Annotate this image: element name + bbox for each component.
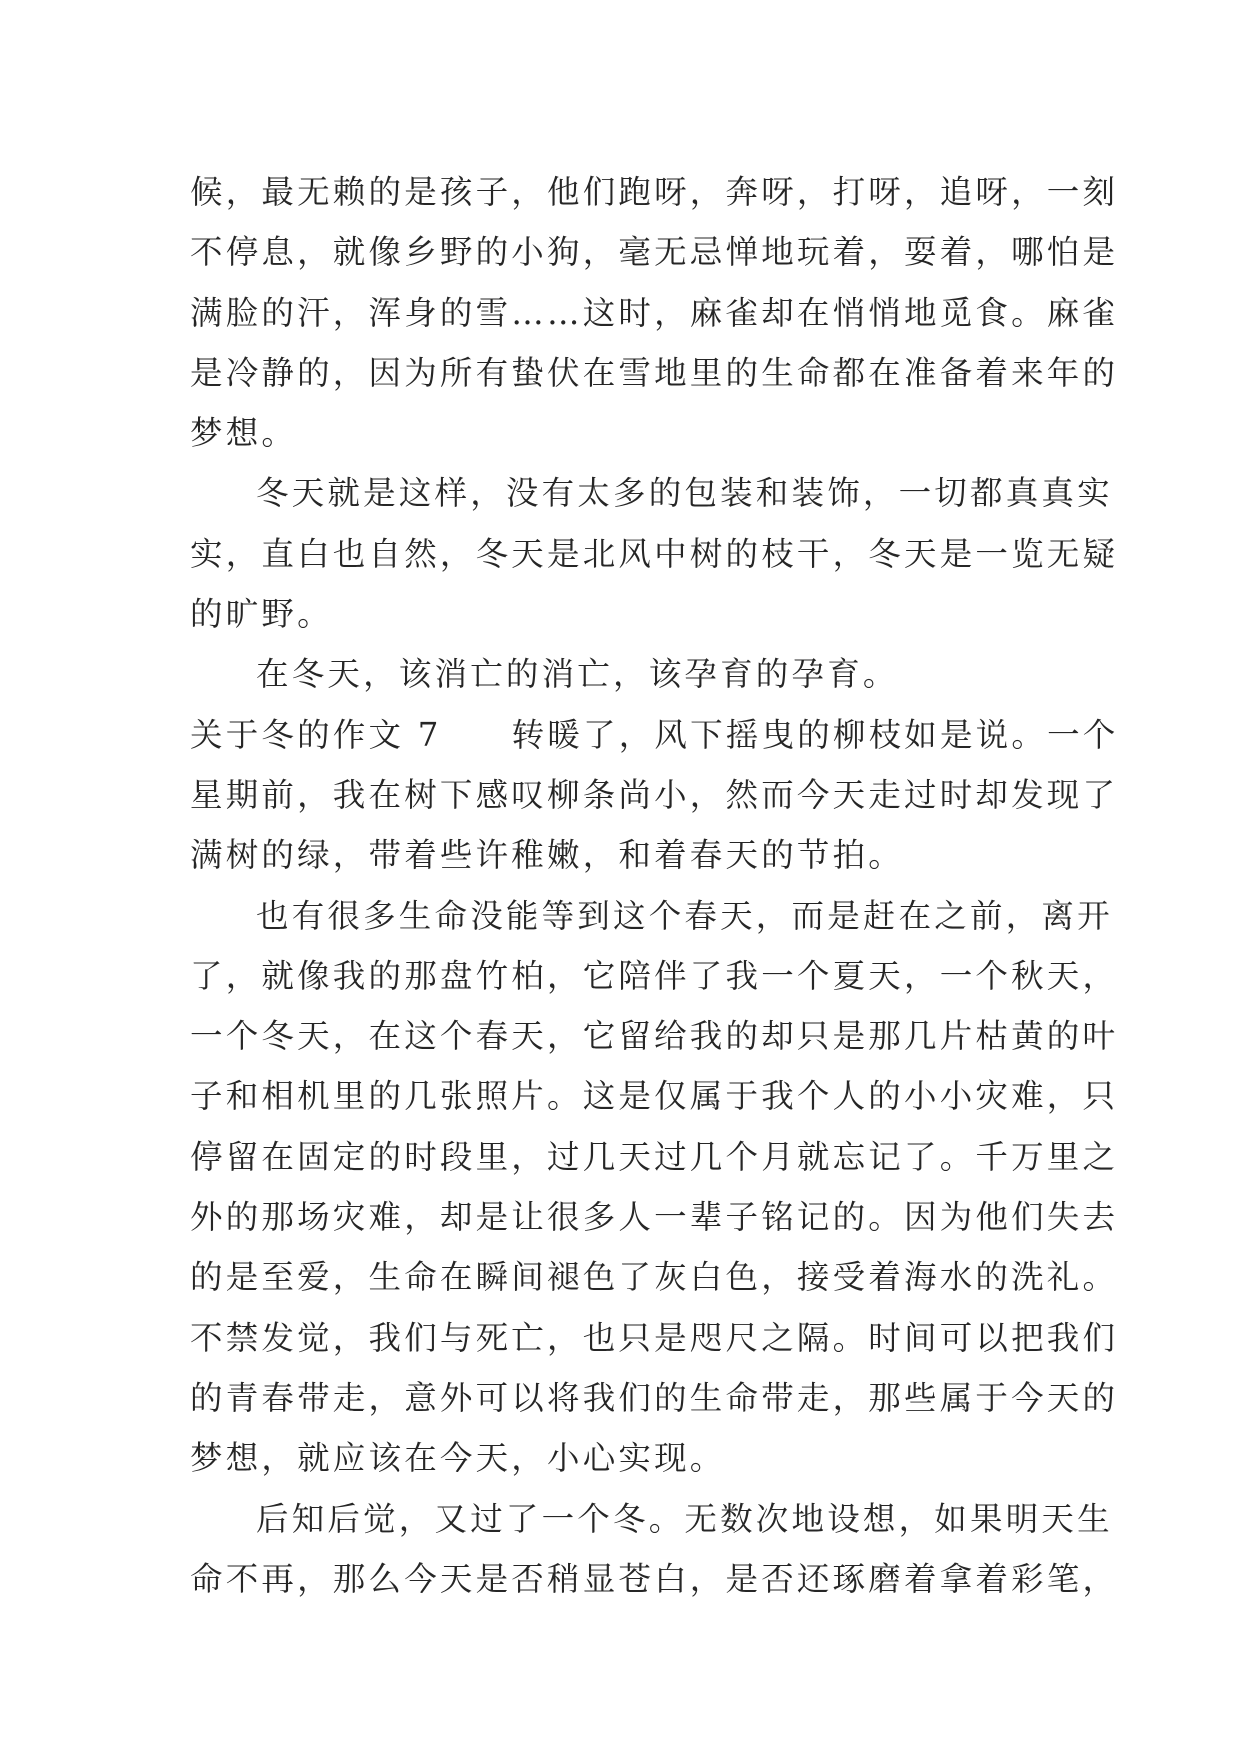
text-line: 梦想，就应该在今天，小心实现。: [190, 1439, 726, 1478]
text-line: 星期前，我在树下感叹柳条尚小，然而今天走过时却发现了: [190, 775, 1119, 814]
text-line: 满树的绿，带着些许稚嫩，和着春天的节拍。: [190, 836, 905, 875]
text-line: 的青春带走，意外可以将我们的生命带走，那些属于今天的: [190, 1378, 1119, 1417]
text-line: 满脸的汗，浑身的雪……这时，麻雀却在悄悄地觅食。麻雀: [190, 293, 1119, 332]
text-line: 候，最无赖的是孩子，他们跑呀，奔呀，打呀，追呀，一刻: [190, 173, 1119, 211]
paragraph-start-line: 冬天就是这样，没有太多的包装和装饰，一切都真真实: [256, 474, 1113, 513]
section-first-line: 转暖了，风下摇曳的柳枝如是说。一个: [511, 715, 1119, 754]
paragraph-start-line: 在冬天，该消亡的消亡，该孕育的孕育。: [256, 655, 899, 694]
document-body: [190, 162, 1119, 1609]
text-line: 的旷野。: [190, 595, 333, 634]
text-line: 停留在固定的时段里，过几天过几个月就忘记了。千万里之: [190, 1137, 1119, 1176]
text-line: 一个冬天，在这个春天，它留给我的却只是那几片枯黄的叶: [190, 1017, 1119, 1056]
section-title: 关于冬的作文 7: [190, 715, 442, 754]
text-line: 梦想。: [190, 414, 298, 453]
text-line: 不停息，就像乡野的小狗，毫无忌惮地玩着，耍着，哪怕是: [190, 233, 1119, 272]
paragraph-start-line: 后知后觉，又过了一个冬。无数次地设想，如果明天生: [256, 1499, 1113, 1538]
text-line: 实，直白也自然，冬天是北风中树的枝干，冬天是一览无疑: [190, 534, 1119, 573]
text-line: 外的那场灾难，却是让很多人一辈子铭记的。因为他们失去: [190, 1198, 1119, 1237]
paragraph-start-line: 也有很多生命没能等到这个春天，而是赶在之前，离开: [256, 896, 1113, 935]
section-heading-line: [190, 705, 1119, 765]
text-line: 子和相机里的几张照片。这是仅属于我个人的小小灾难，只: [190, 1077, 1119, 1116]
text-line: 是冷静的，因为所有蛰伏在雪地里的生命都在准备着来年的: [190, 353, 1119, 392]
text-line: 的是至爱，生命在瞬间褪色了灰白色，接受着海水的洗礼。: [190, 1258, 1119, 1297]
text-line: 了，就像我的那盘竹柏，它陪伴了我一个夏天，一个秋天，: [190, 956, 1119, 995]
text-line: 不禁发觉，我们与死亡，也只是咫尺之隔。时间可以把我们: [190, 1318, 1119, 1357]
text-line: 命不再，那么今天是否稍显苍白，是否还琢磨着拿着彩笔，: [190, 1559, 1119, 1598]
